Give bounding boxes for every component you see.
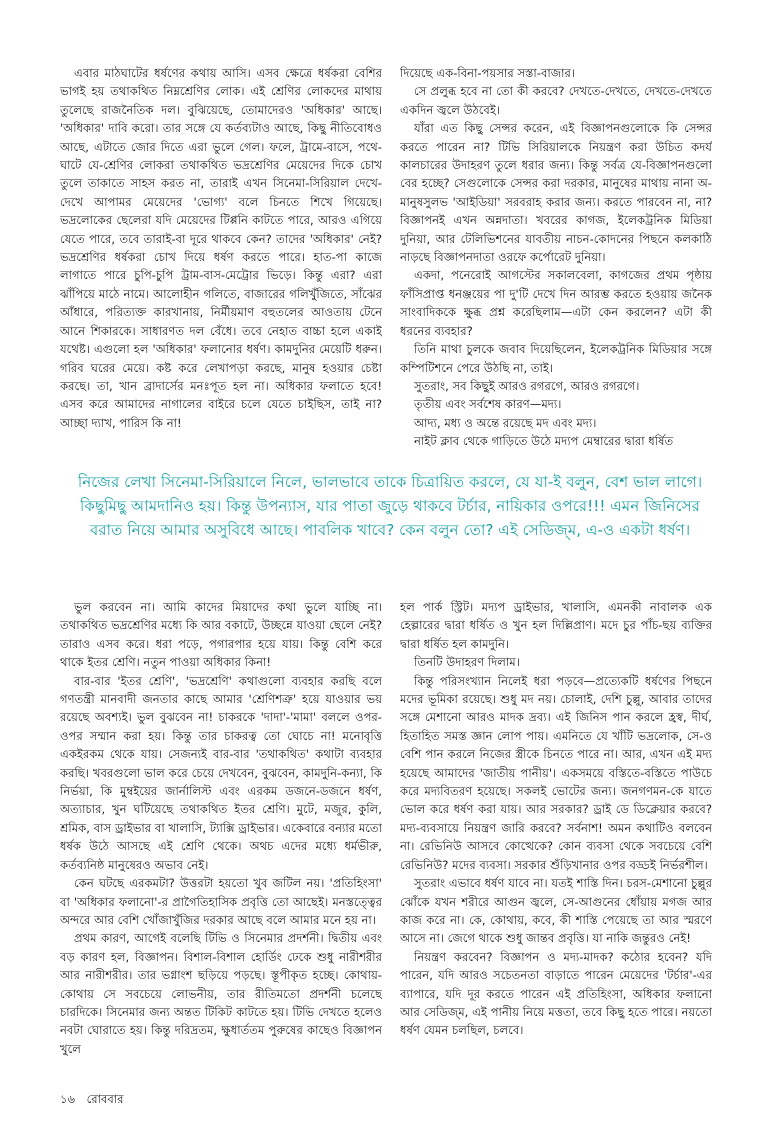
paragraph: প্রথম কারণ, আগেই বলেছি টিভি ও সিনেমার প্রদর্শনী। দ্বিতীয় এবং বড় কারণ হল, বিজ্ঞাপন। বিশাল-বিশাল হোর্ডিং ঢেকে শুধু নারীশরীর আর নারীশরীর। তার ভগ্নাংশ ছড়িয়ে পড়ছে। স্তূপীকৃত হচ্ছে। কোথায়-কোথায় সে সবচেয়ে লোভনীয়, তার রীতিমতো প্রদর্শনী চলেছে চারদিকে। সিনেমার জন্য অন্তত টিকিট কাটতে হয়। টিভি দেখতে হলেও নবটা ঘোরাতে হয়। কিন্তু দরিদ্রতম, ক্ষুধার্ততম পুরুষের কাছেও বিজ্ঞাপন খুলে (60, 931, 382, 1056)
article-column-bottom-right (400, 598, 712, 1078)
paragraph: আদ্য, মধ্য ও অন্তে রয়েছে মদ এবং মদ্য। (414, 415, 597, 430)
page-number: ১৬ (60, 1092, 75, 1106)
article-column-top-right (400, 64, 712, 450)
article-column-bottom-left (60, 598, 382, 1078)
paragraph: কিন্তু পরিসংখ্যান নিলেই ধরা পড়বে—প্রত্যেকটি ধর্ষণের পিছনে মদের ভূমিকা রয়েছে। শুধু মদ নয়। চোলাই, দেশি চুল্লু, আবার তাদের সঙ্গে মেশানো আরও মাদক দ্রব্য। এই জিনিস পান করলে হ্রস্ব, দীর্ঘ, হিতাহিত সমস্ত জ্ঞান লোপ পায়। এমনিতে যে খাঁটি ভদ্রলোক, সে-ও বেশি পান করলে নিজের স্ত্রীকে চিনতে পারে না। আর, এখন এই মদ্য হয়েছে আমাদের 'জাতীয় পানীয়'। একসময়ে বস্তিতে-বস্তিতে পাউচে করে মদ্যবিতরণ হয়েছে। সকলই ভোটের জন্য। জনগণমন-কে যাতে ভোল করে ধর্ষণ করা যায়। আর সরকার? ড্রাই ডে ডিক্লেয়ার করবে? মদ্য-ব্যবসায়ে নিয়ন্ত্রণ জারি করবে? সর্বনাশ! অমন কথাটিও বলবেন না। রেভিনিউ আসবে কোত্থেকে? কোন ব্যবসা থেকে সবচেয়ে বেশি রেভিনিউ? মদের ব্যবসা। সরকার শুঁড়িখানার ওপর বড্ডই নির্ভরশীল। (400, 673, 712, 872)
paragraph: তিনটি উদাহরণ দিলাম। (414, 655, 520, 670)
paragraph: দিয়েছে এক-বিনা-পয়সার সস্তা-বাজার। (400, 66, 576, 80)
paragraph: বার-বার 'ইতর শ্রেণি', 'ভদ্রশ্রেণি' কথাগুলো ব্যবহার করছি বলে গণতন্ত্রী মানবাদী জনতার কাছে আমার 'শ্রেণিশত্রু' হয়ে যাওয়ার ভয় রয়েছে অবশ্যই। ভুল বুঝবেন না! চাকরকে 'দাদা'-'মামা' বললে ওপর-ওপর সম্মান করা হয়। কিন্তু তার চাকরত্ব তো ঘোচে না! মনোবৃত্তি একইরকম থেকে যায়। সেজন্যই বার-বার 'তথাকথিত' কথাটা ব্যবহার করছি। খবরগুলো ভাল করে চেয়ে দেখবেন, বুঝবেন, কামদুনি-কন্যা, কি নির্ভয়া, কি মুম্বইয়ের জার্নালিস্ট এবং এরকম ডজনে-ডজনে ধর্ষণ, অত্যাচার, খুন ঘটিয়েছে তথাকথিত ইতর শ্রেণি। মুটে, মজুর, কুলি, শ্রমিক, বাস ড্রাইভার বা খালাসি, ট্যাক্সি ড্রাইভার। একেবারে বন্যার মতো ধর্ষক উঠে আসছে এই শ্রেণি থেকে। অথচ এদের মধ্যে ধর্মভীরু, কর্তব্যনিষ্ঠ মানুষেরও অভাব নেই। (60, 673, 382, 872)
paragraph: যাঁরা এত কিছু সেন্সর করেন, এই বিজ্ঞাপনগুলোকে কি সেন্সর করতে পারেন না? টিভি সিরিয়ালকে নিয়ন্ত্রণ করা উচিত কদর্য কালচারের উদাহরণ তুলে ধরার জন্য। কিন্তু সর্বত্র যে-বিজ্ঞাপনগুলো বের হচ্ছে? সেগুলোকে সেন্সর করা দরকার, মানুষের মাথায় নানা অ-মানুষসুলভ 'আইডিয়া' সরবরাহ করার জন্য। করতে পারবেন না, না? বিজ্ঞাপনই এখন অন্নদাতা। খবরের কাগজ, ইলেকট্রনিক মিডিয়া দুনিয়া, আর টেলিভিশনের যাবতীয় নাচন-কোদনের পিছনে কলকাঠি নাড়ছে বিজ্ঞাপনদাতা ওরফে কর্পোরেট দুনিয়া। (400, 121, 712, 265)
paragraph: নিয়ন্ত্রণ করবেন? বিজ্ঞাপন ও মদ্য-মাদক? কঠোর হবেন? যদি পারেন, যদি আরও সচেতনতা বাড়াতে পারেন মেয়েদের 'টর্চার'-এর ব্যাপারে, যদি দূর করতে পারেন এই প্রতিহিংসা, অধিকার ফলানো আর সেডিজ্ম, এই পানীয় নিয়ে মত্ততা, তবে কিছু হতে পারে। নয়তো ধর্ষণ যেমন চলছিল, চলবে। (400, 949, 712, 1038)
paragraph: এবার মাঠঘাটের ধর্ষণের কথায় আসি। এসব ক্ষেত্রে ধর্ষকরা বেশির ভাগই হয় তথাকথিত নিম্নশ্রেণির লোক। এই শ্রেণির লোকদের মাথায় তুলেছে রাজনৈতিক দল। বুঝিয়েছে, তোমাদেরও 'অধিকার' আছে। 'অধিকার' দাবি করো। তার সঙ্গে যে কর্তব্যটাও আছে, কিছু নীতিবোধও আছে, এটাতে জোর দিতে এরা ভুলে গেল। ফলে, ট্রামে-বাসে, পথে-ঘাটে যে-শ্রেণির লোকরা তথাকথিত ভদ্রশ্রেণির মেয়েদের দিকে চোখ তুলে তাকাতে সাহস করত না, তারাই এখন সিনেমা-সিরিয়াল দেখে-দেখে আপামর মেয়েদের 'ভোগ্য' বলে চিনতে শিখে গিয়েছে। ভদ্রলোকের ছেলেরা যদি মেয়েদের টিপ্পনি কাটতে পারে, আরও এগিয়ে যেতে পারে, তবে তারাই-বা দূরে থাকবে কেন? তাদের 'অধিকার' নেই? ভদ্রশ্রেণির ধর্ষকরা চোখ দিয়ে ধর্ষণ করতে পারে। হাত-পা কাজে লাগাতে পারে চুপি-চুপি ট্রাম-বাস-মেট্রোর ভিড়ে। কিন্তু এরা? এরা ঝাঁপিয়ে মাঠে নামে। আলোহীন গলিতে, বাজারের গলিখুঁজিতে, সাঁঝের আঁধারে, পরিত্যক্ত কারখানায়, নির্মীয়মাণ বহুতলের আওতায় টেনে আনে শিকারকে। সাধারণত দল বেঁধে। তবে নেহাত বাচ্চা হলে একাই যথেষ্ট। এগুলো হল 'অধিকার' ফলানোর ধর্ষণ। কামদুনির মেয়েটি ধরুন। গরিব ঘরের মেয়ে। কষ্ট করে লেখাপড়া করছে, মানুষ হওয়ার চেষ্টা করছে। তা, খান ব্রাদার্সের মনঃপূত হল না। অধিকার ফলাতে হবে! এসব করে আমাদের নাগালের বাইরে চলে যেতে চাইছিস, তাই না? আচ্ছা দ্যাখ, পারিস কি না! (60, 66, 382, 430)
paragraph: ভুল করবেন না। আমি কাদের মিয়াদের কথা ভুলে যাচ্ছি না। তথাকথিত ভদ্রশ্রেণির মধ্যে কি আর বকাটে, উচ্ছন্নে যাওয়া ছেলে নেই? তারাও এসব করে। ধরা পড়ে, পগারপার হয়ে যায়। কিন্তু বেশি করে থাকে ইতর শ্রেণি। নতুন পাওয়া অধিকার কিনা! (60, 600, 382, 670)
paragraph: সে প্রলুব্ধ হবে না তো কী করবে? দেখতে-দেখতে, দেখতে-দেখতে একদিন জ্বলে উঠবেই। (400, 84, 712, 117)
paragraph: তৃতীয় এবং সর্বশেষ কারণ—মদ্য। (414, 397, 562, 412)
paragraph: সুতরাং, সব কিছুই আরও রগরগে, আরও রগরগে। (414, 378, 640, 393)
pull-quote: নিজের লেখা সিনেমা-সিরিয়ালে নিলে, ভালভাবে তাকে চিত্রায়িত করলে, যে যা-ই বলুন, বেশ ভাল লাগে। কিছুমিছু আমদানিও হয়। কিন্তু উপন্যাস, যার পাতা জুড়ে থাকবে টর্চার, নায়িকার ওপরে!!! এমন জিনিসের বরাত নিয়ে আমার অসুবিধে আছে। পাবলিক খাবে? কেন বলুন তো? এই সেডিজ্ম, এ-ও একটা ধর্ষণ। (77, 473, 703, 539)
page-footer (60, 1091, 131, 1110)
paragraph: সুতরাং এভাবে ধর্ষণ যাবে না। যতই শাস্তি দিন। চরস-মেশানো চুল্লুর ঝোঁকে যখন শরীরে আগুন জ্বলে, সে-আগুনের ধোঁয়ায় মগজ আর কাজ করে না। কে, কোথায়, কবে, কী শাস্তি পেয়েছে তা আর স্মরণে আসে না। জেগে থাকে শুধু জান্তব প্রবৃত্তি। যা নাকি জন্তুরও নেই! (400, 876, 712, 946)
paragraph: কেন ঘটছে এরকমটা? উত্তরটা হয়তো খুব জটিল নয়। 'প্রতিহিংসা' বা 'অধিকার ফলানো'-র প্রাগৈতিহাসিক প্রবৃত্তি তো আছেই। মনস্তত্ত্বের অন্দরে আর বেশি খোঁজাখুঁজির দরকার আছে বলে আমার মনে হয় না। (60, 876, 382, 927)
paragraph: তিনি মাথা চুলকে জবাব দিয়েছিলেন, ইলেকট্রনিক মিডিয়ার সঙ্গে কম্পিটিশনে পেরে উঠছি না, তাই। (400, 342, 712, 375)
paragraph: একদা, পনেরোই আগস্টের সকালবেলা, কাগজের প্রথম পৃষ্ঠায় ফাঁসিপ্রাপ্ত ধনঞ্জয়ের পা দু'টি দেখে দিন আরম্ভ করতে হওয়ায় জনৈক সাংবাদিককে ক্ষুব্ধ প্রশ্ন করেছিলাম—এটা কেন করলেন? এটা কী ধরনের ব্যবহার? (400, 268, 712, 338)
paragraph: হল পার্ক স্ট্রিট। মদ্যপ ড্রাইভার, খালাসি, এমনকী নাবালক এক হেল্পারের দ্বারা ধর্ষিত ও খুন হল দিল্লিপ্রাণ। মদে চুর পাঁচ-ছয় ব্যক্তির দ্বারা ধর্ষিত হল কামদুনি। (400, 600, 712, 651)
paragraph: নাইট ক্লাব থেকে গাড়িতে উঠে মদ্যপ মেম্বারের দ্বারা ধর্ষিত (414, 434, 674, 449)
article-column-top-left (60, 64, 382, 448)
magazine-name: রোববার (86, 1092, 124, 1106)
